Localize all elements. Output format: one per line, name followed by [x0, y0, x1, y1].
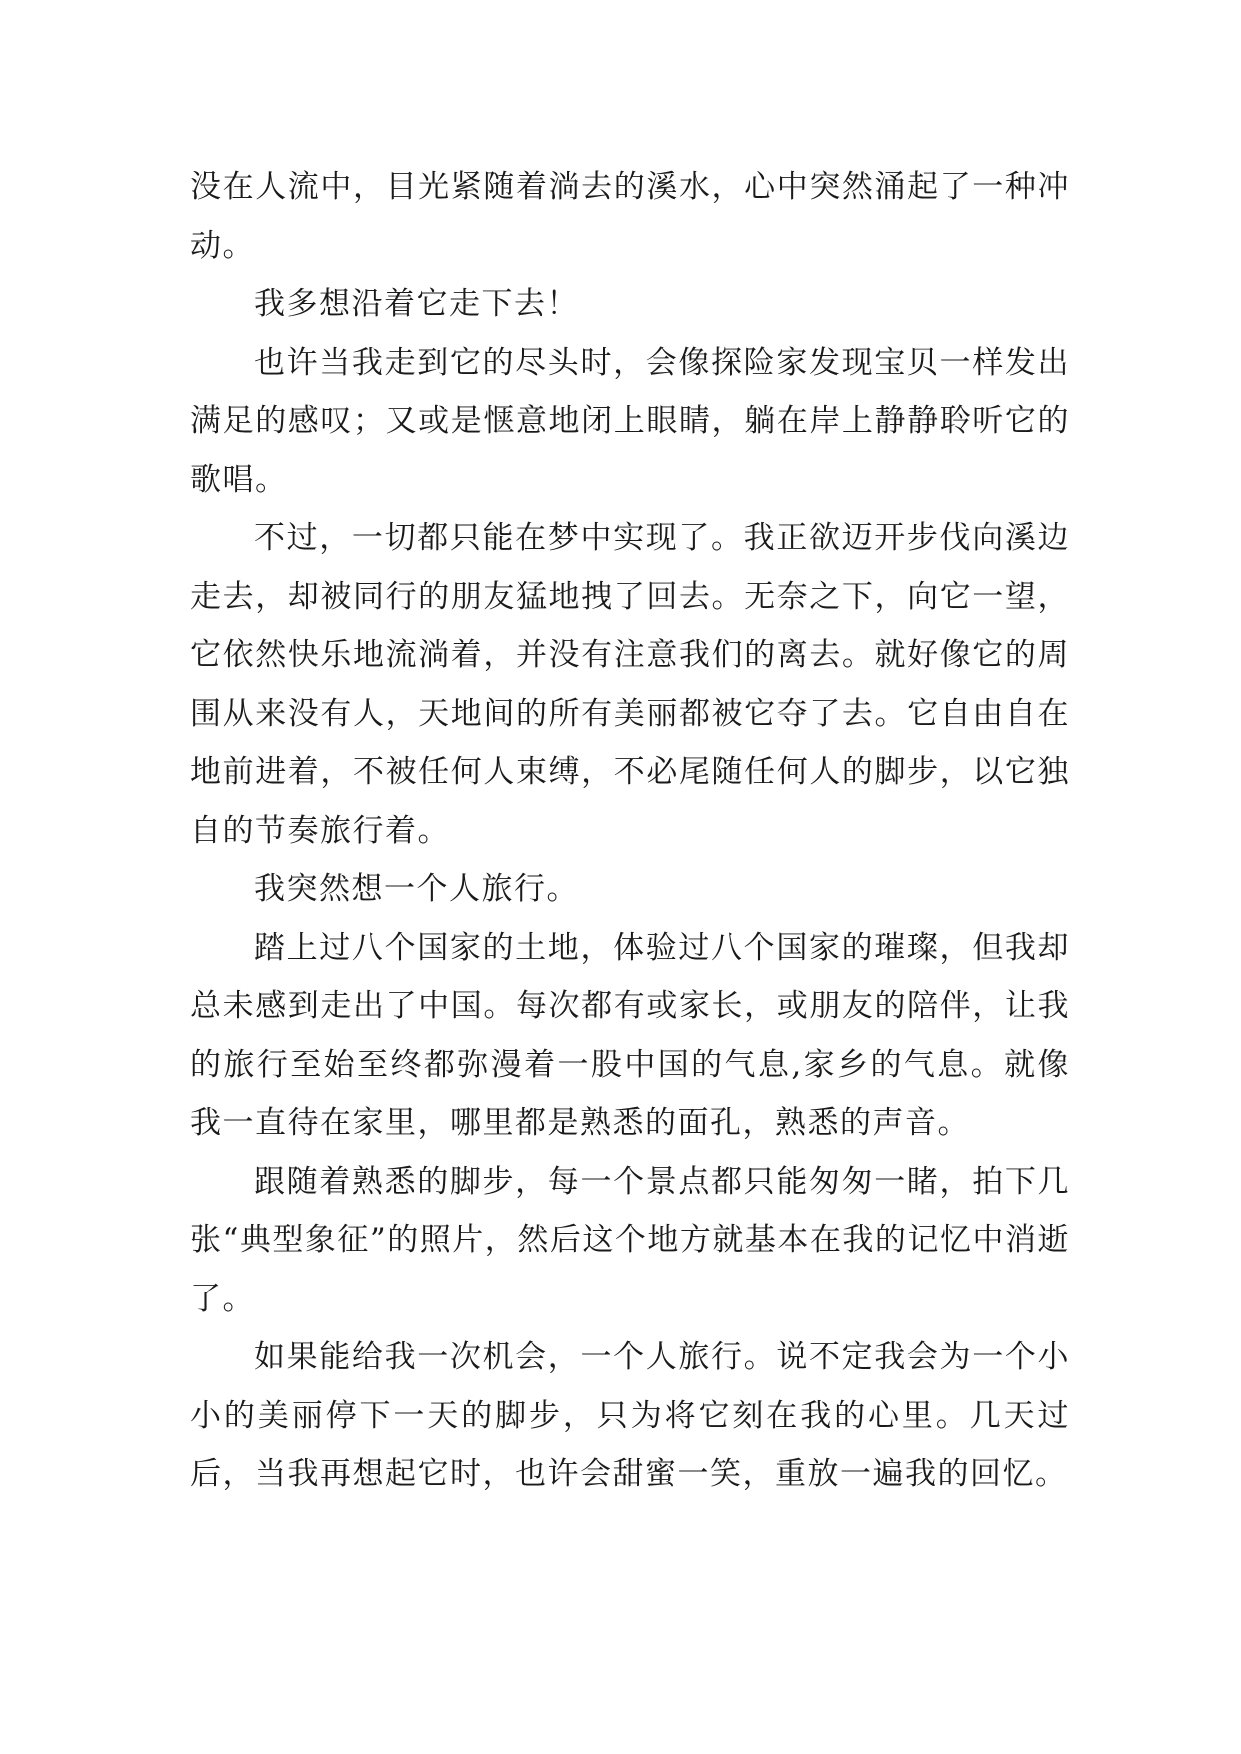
paragraph-5: 我突然想一个人旅行。	[254, 871, 579, 907]
paragraph-7: 跟随着熟悉的脚步，每一个景点都只能匆匆一睹，拍下几张“典型象征”的照片，然后这个地方就基本在我的记忆中消逝了。	[190, 1163, 1070, 1317]
paragraph-2: 我多想沿着它走下去！	[254, 286, 579, 322]
paragraph-6: 踏上过八个国家的土地，体验过八个国家的璀璨，但我却总未感到走出了中国。每次都有或家长，或朋友的陪伴，让我的旅行至始至终都弥漫着一股中国的气息,家乡的气息。就像我一直待在家里，哪里都是熟悉的面孔，熟悉的声音。	[190, 929, 1070, 1141]
paragraph-3: 也许当我走到它的尽头时，会像探险家发现宝贝一样发出满足的感叹；又或是惬意地闭上眼睛，躺在岸上静静聆听它的歌唱。	[190, 344, 1070, 498]
paragraph-4: 不过，一切都只能在梦中实现了。我正欲迈开步伐向溪边走去，却被同行的朋友猛地拽了回去。无奈之下，向它一望，它依然快乐地流淌着，并没有注意我们的离去。就好像它的周围从来没有人，天地间的所有美丽都被它夺了去。它自由自在地前进着，不被任何人束缚，不必尾随任何人的脚步，以它独自的节奏旅行着。	[190, 520, 1070, 849]
paragraph-1: 没在人流中，目光紧随着淌去的溪水，心中突然涌起了一种冲动。	[190, 169, 1070, 264]
document-page	[190, 158, 1070, 1504]
paragraph-8: 如果能给我一次机会，一个人旅行。说不定我会为一个小小的美丽停下一天的脚步，只为将它刻在我的心里。几天过后，当我再想起它时，也许会甜蜜一笑，重放一遍我的回忆。	[190, 1339, 1070, 1492]
